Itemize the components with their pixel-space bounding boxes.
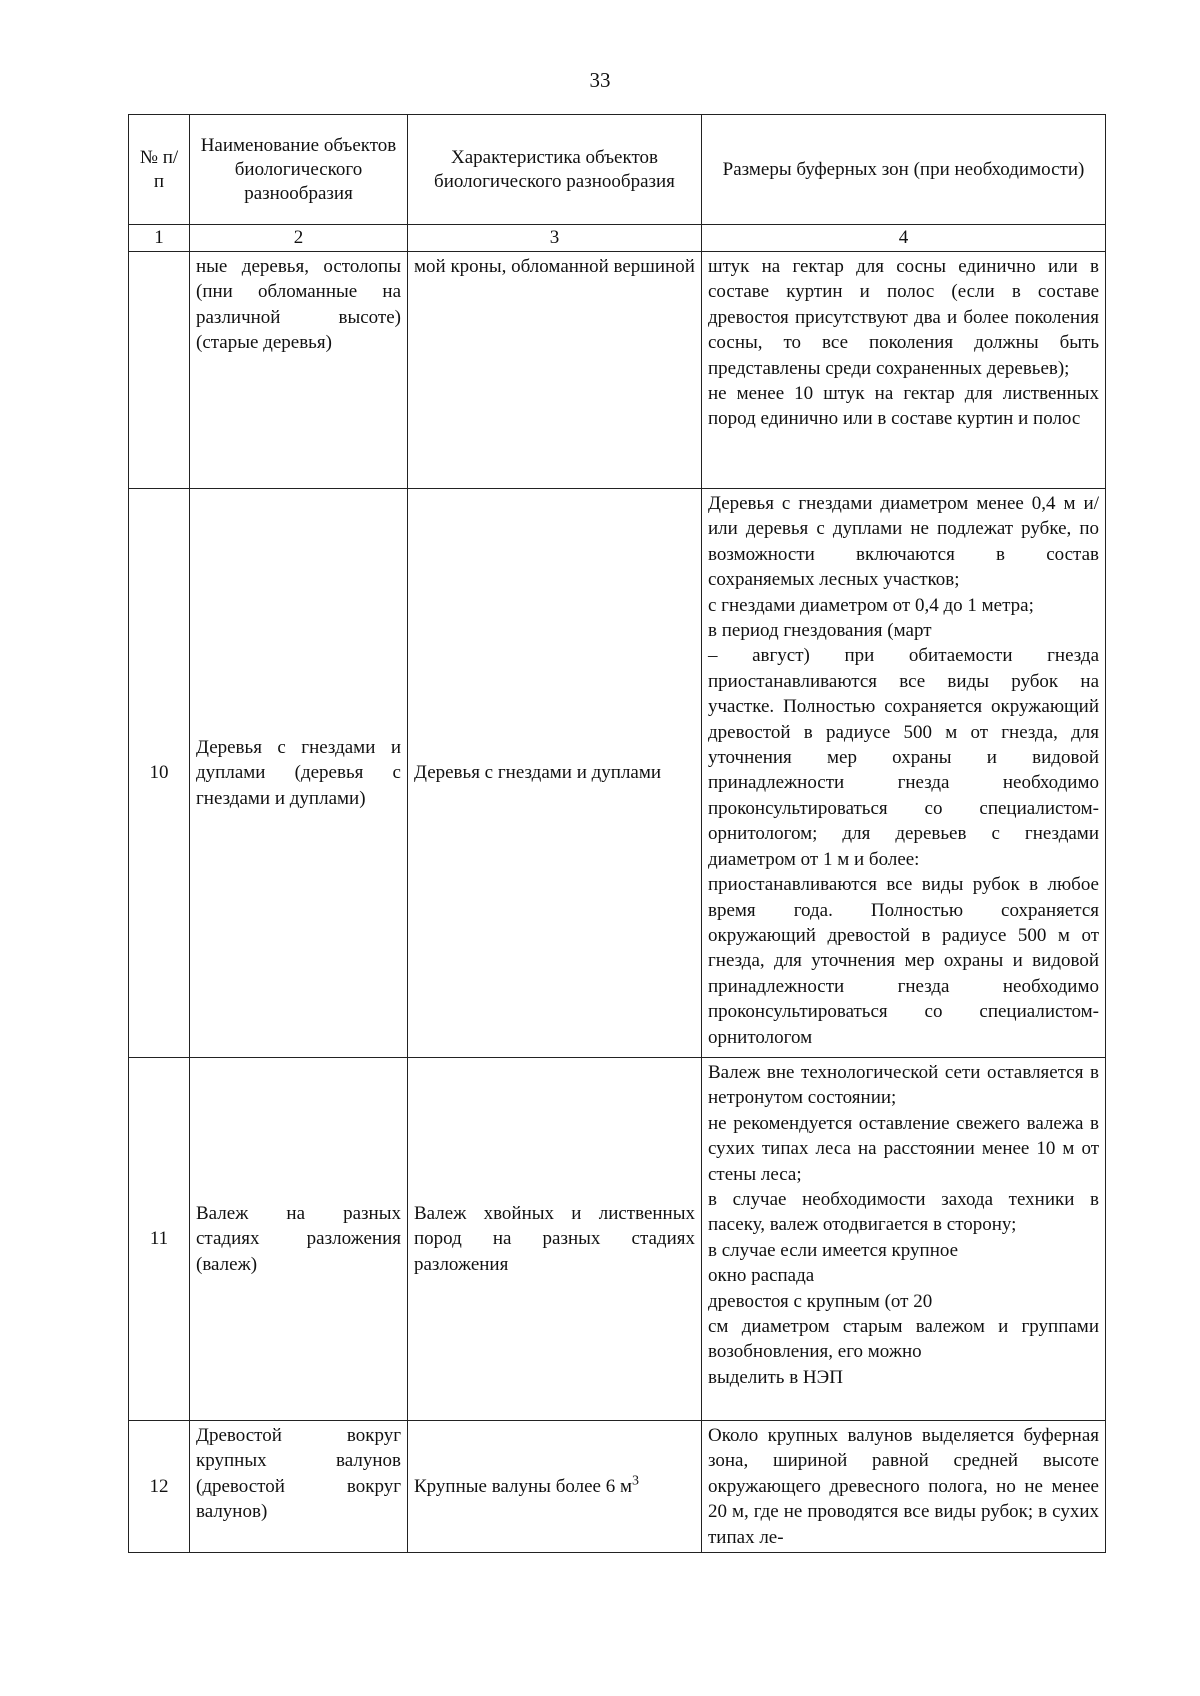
buffer-zone	[702, 1058, 1106, 1421]
buffer-paragraph: в период гнездования (март	[708, 620, 932, 642]
object-name: ные деревья, остолопы (пни обломанные на различной высоте) (старые деревья)	[190, 252, 408, 489]
table-header-row	[129, 115, 1106, 225]
buffer-zone	[702, 1421, 1106, 1553]
buffer-zone	[702, 252, 1106, 489]
row-number	[129, 252, 190, 489]
column-number: 1	[129, 225, 190, 252]
page-number: 33	[589, 68, 611, 92]
buffer-paragraph: не рекомендуется оставление свежего валежа в сухих типах леса на расстоянии менее 10 м от стены леса;	[708, 1112, 1099, 1185]
buffer-paragraph: штук на гектар для сосны единично или в составе куртин и полос (если в составе древостоя присутствуют два и более поколения сосны, то все поколения должны быть представлены среди сохраненных деревьев);	[708, 256, 1099, 379]
table-row	[129, 1058, 1106, 1421]
row-number: 10	[129, 489, 190, 1058]
buffer-paragraph: не менее 10 штук на гектар для лиственных пород единично или в составе куртин и полос	[708, 383, 1099, 430]
object-characteristic: Деревья с гнездами и дуплами	[408, 489, 702, 1058]
table-row	[129, 489, 1106, 1058]
buffer-paragraph: в случае необходимости захода техники в пасеку, валеж отодвигается в сторону;	[708, 1189, 1099, 1236]
object-characteristic	[408, 1421, 702, 1553]
buffer-paragraph: Валеж вне технологической сети оставляется в нетронутом состоянии;	[708, 1062, 1099, 1109]
object-characteristic: Валеж хвойных и лиственных пород на разных стадиях разложения	[408, 1058, 702, 1421]
header-number: № п/п	[129, 115, 190, 225]
header-buffer-size: Размеры буферных зон (при необходимости)	[702, 115, 1106, 225]
table-row	[129, 252, 1106, 489]
buffer-paragraph: окно распада	[708, 1265, 815, 1287]
buffer-paragraph: Деревья с гнездами диаметром менее 0,4 м и/или деревья с дуплами не подлежат рубке, по возможности включаются в состав сохраняемых лесных участков;	[708, 493, 1099, 591]
object-name: Древостой вокруг крупных валунов (древостой вокруг валунов)	[190, 1421, 408, 1553]
column-number: 2	[190, 225, 408, 252]
row-number: 11	[129, 1058, 190, 1421]
buffer-paragraph: выделить в НЭП	[708, 1366, 843, 1388]
table-row	[129, 1421, 1106, 1553]
buffer-paragraph: древостоя с крупным (от 20	[708, 1290, 933, 1312]
buffer-paragraph: с гнездами диаметром от 0,4 до 1 метра;	[708, 594, 1034, 616]
row-number: 12	[129, 1421, 190, 1553]
object-name: Валеж на разных стадиях разложения (валеж)	[190, 1058, 408, 1421]
buffer-paragraph: Около крупных валунов выделяется буферная зона, шириной равной средней высоте окружающего древесного полога, но не менее 20 м, где не проводятся все виды рубок; в сухих типах ле-	[708, 1425, 1099, 1548]
header-characteristic: Характеристика объектов биологического разнообразия	[408, 115, 702, 225]
header-object-name: Наименование объектов биологического разнообразия	[190, 115, 408, 225]
buffer-paragraph: см диаметром старым валежом и группами возобновления, его можно	[708, 1316, 1099, 1363]
buffer-zone	[702, 489, 1106, 1058]
biodiversity-table	[128, 114, 1106, 1553]
column-number-row	[129, 225, 1106, 252]
buffer-paragraph: в случае если имеется крупное	[708, 1239, 959, 1261]
object-name: Деревья с гнездами и дуплами (деревья с гнездами и дуплами)	[190, 489, 408, 1058]
column-number: 3	[408, 225, 702, 252]
buffer-paragraph: приостанавливаются все виды рубок в любое время года. Полностью сохраняется окружающий древостой в радиусе 500 м от гнезда, для уточнения мер охраны и видовой принадлежности гнезда необходимо проконсультироваться со специалистом-орнитологом	[708, 874, 1099, 1048]
buffer-paragraph: – август) при обитаемости гнезда приостанавливаются все виды рубок на участке. Полностью сохраняется окружающий древостой в радиусе 500 м от гнезда, для уточнения мер охраны и видовой принадлежности гнезда необходимо проконсультироваться со специалистом-орнитологом; для деревьев с гнездами диаметром от 1 м и более:	[708, 645, 1099, 870]
column-number: 4	[702, 225, 1106, 252]
characteristic-text: Крупные валуны более 6 м	[414, 1475, 632, 1497]
object-characteristic: мой кроны, обломанной вершиной	[408, 252, 702, 489]
superscript: 3	[631, 1473, 639, 1489]
